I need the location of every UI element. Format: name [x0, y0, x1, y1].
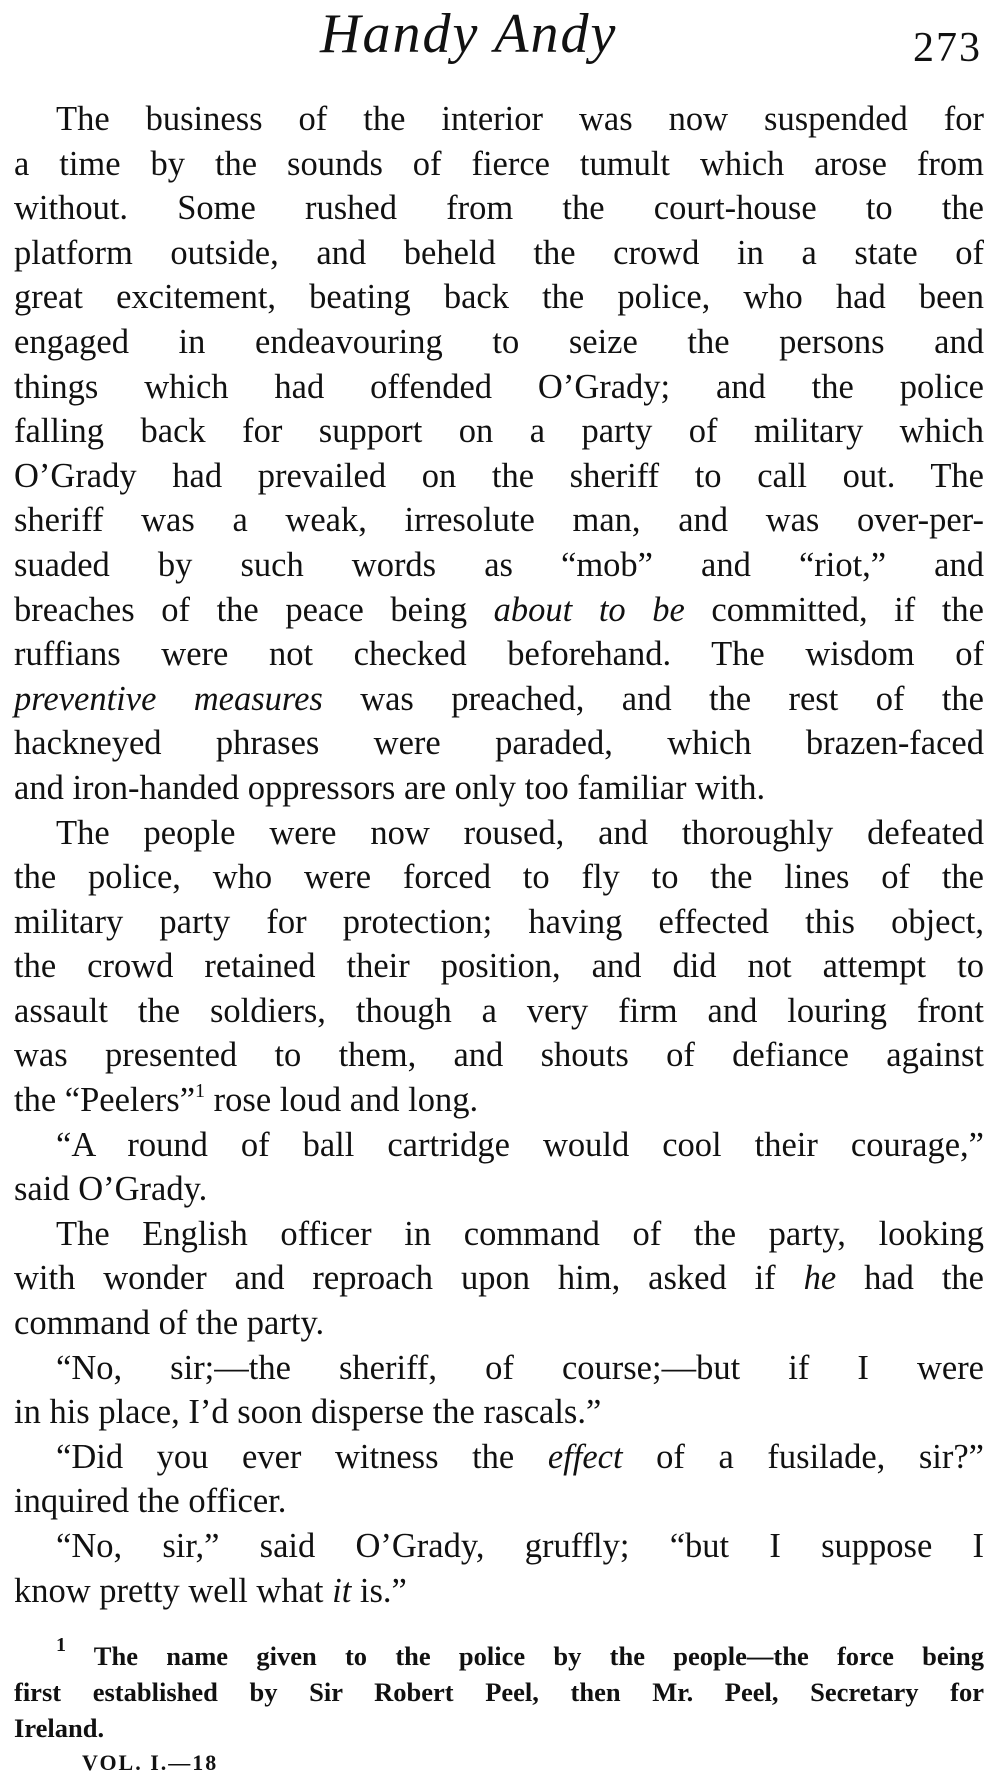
text-line: “No, sir,” said O’Grady, gruffly; “but I suppose I	[56, 1527, 984, 1565]
text-line: the “Peelers”$^1$ rose loud and long.	[14, 1080, 479, 1120]
text-line: ruffians were not checked beforehand. The wisdom of	[14, 635, 984, 674]
text-line: “A round of ball cartridge would cool their courage,”	[56, 1125, 984, 1164]
paragraph	[14, 1524, 984, 1613]
text-line: platform outside, and beheld the crowd in a state of	[14, 233, 984, 272]
text-line: was presented to them, and shouts of defiance against	[14, 1036, 984, 1075]
text-line: great excitement, beating back the police, who had been	[14, 278, 984, 317]
signature-mark: VOL. I.—18	[82, 1750, 219, 1775]
text-line: preventive measures was preached, and the rest of the	[14, 679, 984, 718]
text-line: things which had offended O’Grady; and the police	[14, 367, 984, 406]
text-line: the police, who were forced to fly to the lines of the	[14, 858, 984, 897]
text-line: “Did you ever witness the effect of a fusilade, sir?”	[56, 1437, 984, 1476]
paragraph	[14, 1435, 984, 1524]
text-line: suaded by such words as “mob” and “riot,” and	[14, 545, 984, 584]
text-line: the crowd retained their position, and did not attempt to	[14, 947, 984, 986]
text-line: with wonder and reproach upon him, asked if he had the	[14, 1259, 984, 1298]
text-line: a time by the sounds of fierce tumult which arose from	[14, 144, 984, 183]
text-line: know pretty well what it is.”	[14, 1571, 407, 1610]
text-line: in his place, I’d soon disperse the rascals.”	[14, 1393, 602, 1432]
paragraph	[14, 97, 984, 811]
footnote	[14, 1634, 984, 1746]
text-line: The English officer in command of the party, looking	[56, 1214, 984, 1253]
paragraph	[14, 1123, 984, 1212]
text-line: and iron-handed oppressors are only too familiar with.	[14, 768, 766, 807]
text-line: military party for protection; having effected this object,	[14, 902, 984, 941]
text-line: command of the party.	[14, 1304, 325, 1343]
paragraph	[14, 1346, 984, 1435]
text-line: said O’Grady.	[14, 1170, 208, 1209]
text-line: inquired the officer.	[14, 1482, 287, 1521]
running-header	[0, 2, 1000, 72]
footnote-line: first established by Sir Robert Peel, then Mr. Peel, Secretary for	[14, 1677, 984, 1707]
text-line: “No, sir;—the sheriff, of course;—but if I were	[56, 1348, 984, 1387]
footnote-line: $^1$ The name given to the police by the people—the force being	[56, 1634, 984, 1671]
footnote-line: Ireland.	[14, 1713, 105, 1743]
text-line: falling back for support on a party of military which	[14, 412, 984, 451]
paragraph	[14, 1212, 984, 1346]
text-line: breaches of the peace being about to be committed, if the	[14, 590, 984, 629]
text-line: without. Some rushed from the court-house to the	[14, 189, 984, 228]
page-number: 273	[913, 25, 982, 71]
text-line: engaged in endeavouring to seize the persons and	[14, 322, 984, 361]
text-line: The people were now roused, and thoroughly defeated	[56, 813, 984, 852]
text-line: hackneyed phrases were paraded, which brazen-faced	[14, 724, 984, 763]
text-line: O’Grady had prevailed on the sheriff to call out. The	[14, 456, 984, 495]
running-title: Handy Andy	[320, 3, 618, 65]
text-line: sheriff was a weak, irresolute man, and was over-per-	[14, 501, 984, 540]
body-text	[14, 97, 984, 1613]
text-line: The business of the interior was now suspended for	[56, 100, 984, 138]
footnote-ref: 1	[195, 1080, 206, 1103]
paragraph	[14, 811, 984, 1123]
text-line: assault the soldiers, though a very firm and louring front	[14, 991, 984, 1030]
footnote-marker: 1	[56, 1634, 66, 1656]
